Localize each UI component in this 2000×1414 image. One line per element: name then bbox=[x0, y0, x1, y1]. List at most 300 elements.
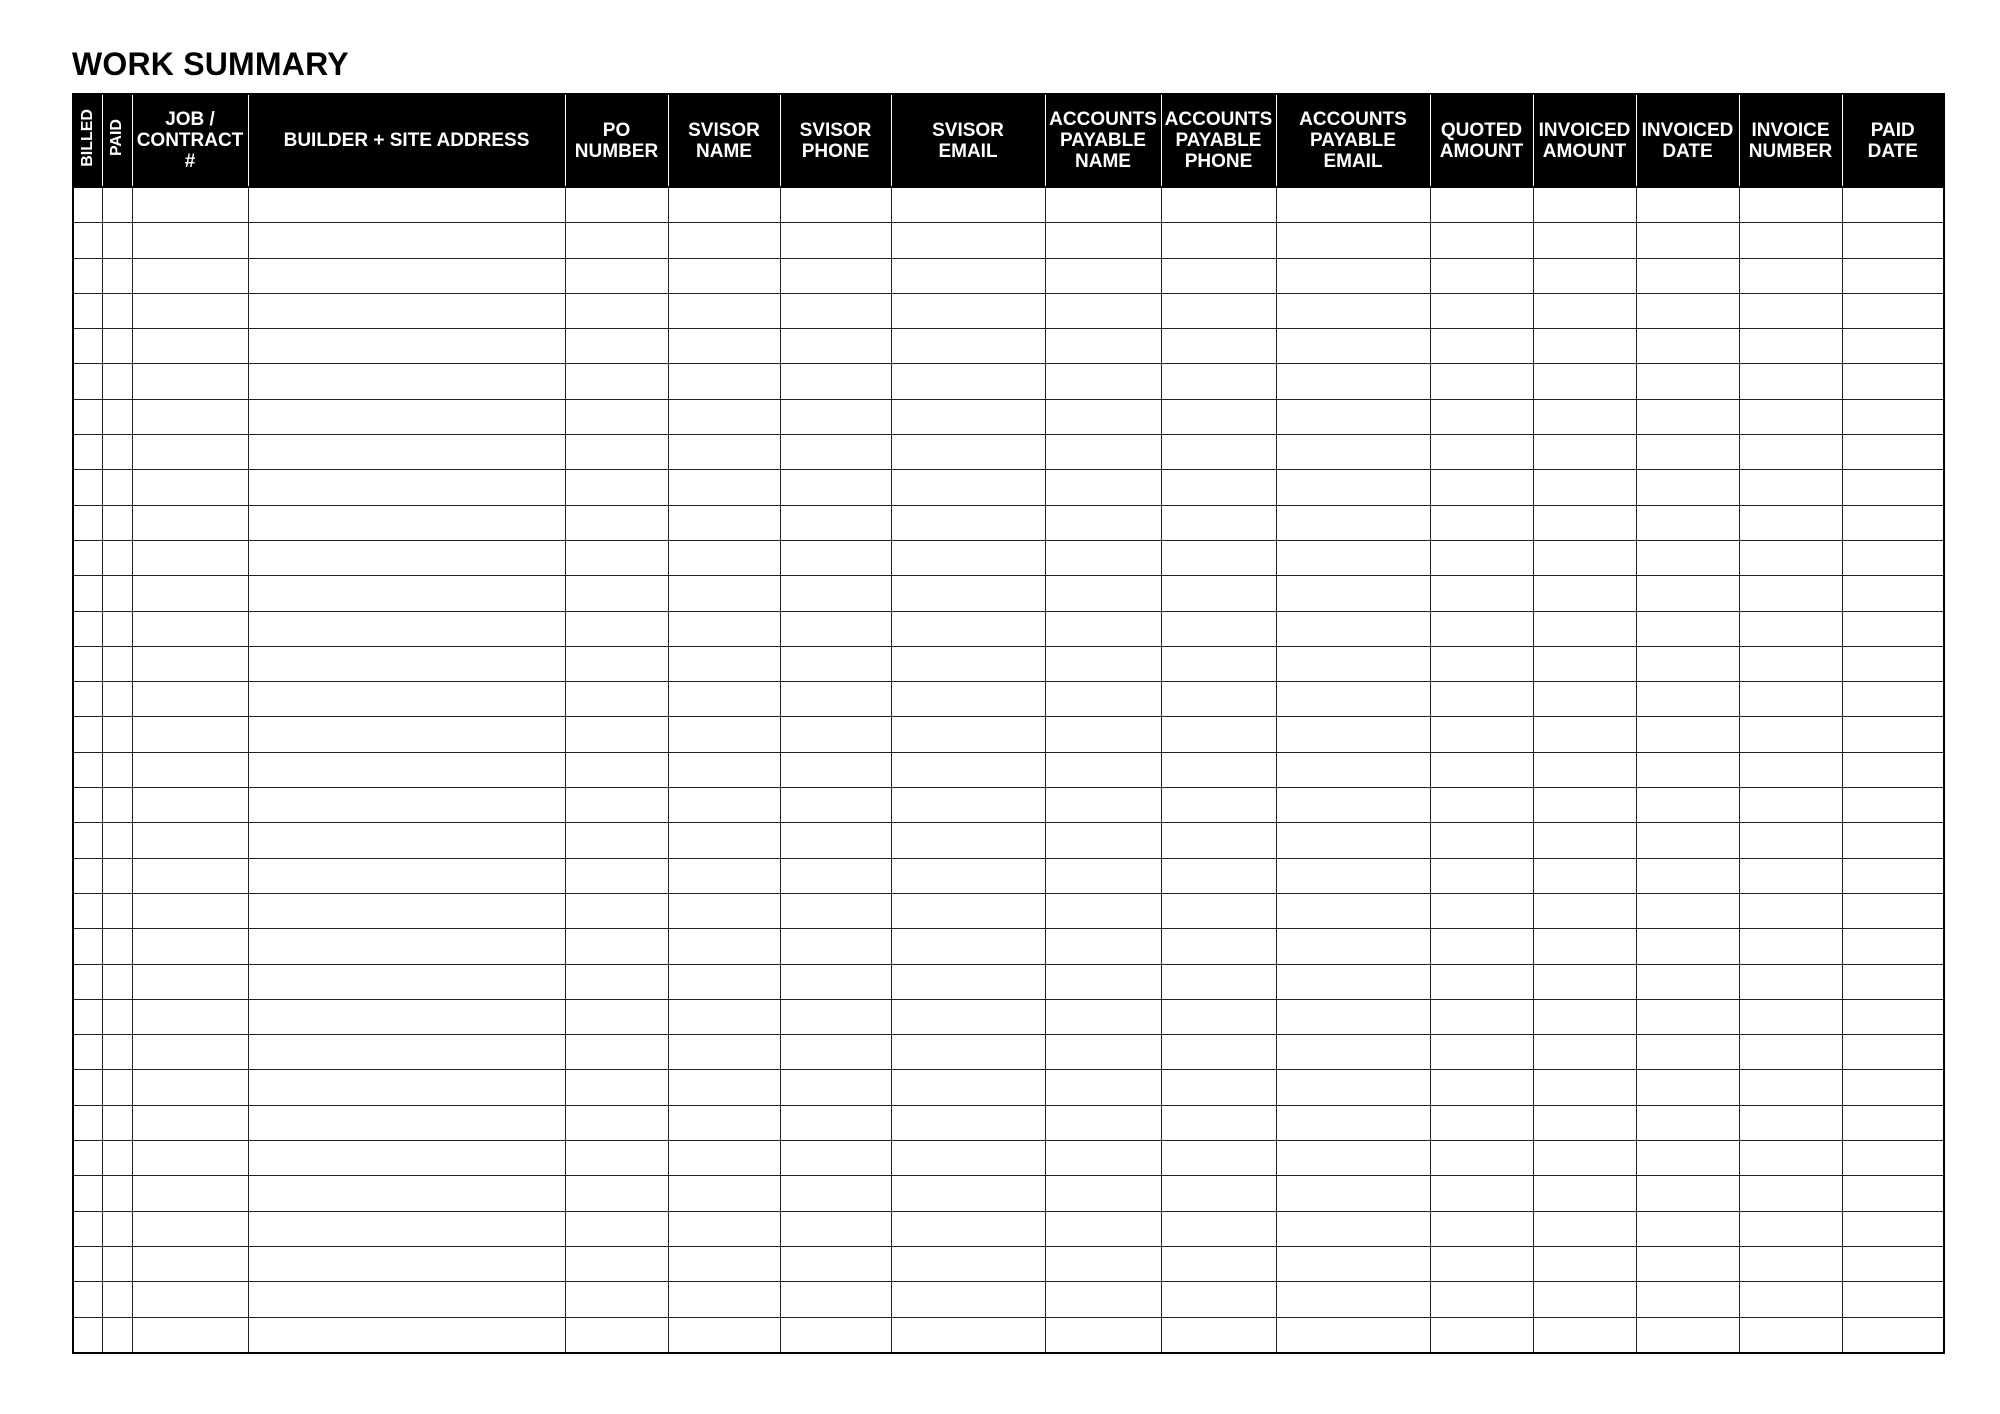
table-cell[interactable] bbox=[1636, 470, 1739, 505]
table-cell[interactable] bbox=[1430, 823, 1533, 858]
table-cell[interactable] bbox=[891, 1105, 1045, 1140]
table-cell[interactable] bbox=[1842, 929, 1944, 964]
table-cell[interactable] bbox=[132, 505, 248, 540]
table-cell[interactable] bbox=[1739, 929, 1842, 964]
table-cell[interactable] bbox=[248, 788, 565, 823]
table-cell[interactable] bbox=[891, 364, 1045, 399]
table-cell[interactable] bbox=[780, 258, 891, 293]
table-cell[interactable] bbox=[102, 1141, 132, 1176]
table-cell[interactable] bbox=[891, 505, 1045, 540]
table-cell[interactable] bbox=[1430, 929, 1533, 964]
table-cell[interactable] bbox=[1533, 399, 1636, 434]
table-cell[interactable] bbox=[1533, 187, 1636, 223]
table-cell[interactable] bbox=[1636, 1282, 1739, 1317]
table-cell[interactable] bbox=[132, 1105, 248, 1140]
table-cell[interactable] bbox=[565, 646, 668, 681]
table-cell[interactable] bbox=[891, 540, 1045, 575]
table-cell[interactable] bbox=[1842, 1317, 1944, 1353]
table-cell[interactable] bbox=[891, 258, 1045, 293]
table-cell[interactable] bbox=[1276, 964, 1430, 999]
table-cell[interactable] bbox=[1533, 1317, 1636, 1353]
table-cell[interactable] bbox=[1276, 435, 1430, 470]
table-cell[interactable] bbox=[73, 293, 102, 328]
table-cell[interactable] bbox=[780, 187, 891, 223]
table-cell[interactable] bbox=[73, 858, 102, 893]
table-cell[interactable] bbox=[248, 1176, 565, 1211]
table-cell[interactable] bbox=[1739, 1211, 1842, 1246]
table-cell[interactable] bbox=[565, 505, 668, 540]
table-cell[interactable] bbox=[102, 1317, 132, 1353]
table-cell[interactable] bbox=[565, 258, 668, 293]
table-cell[interactable] bbox=[1045, 893, 1161, 928]
table-cell[interactable] bbox=[1739, 1282, 1842, 1317]
table-cell[interactable] bbox=[891, 752, 1045, 787]
table-cell[interactable] bbox=[1430, 505, 1533, 540]
table-cell[interactable] bbox=[565, 1317, 668, 1353]
table-cell[interactable] bbox=[1430, 258, 1533, 293]
table-cell[interactable] bbox=[891, 999, 1045, 1034]
table-cell[interactable] bbox=[668, 752, 780, 787]
table-cell[interactable] bbox=[248, 929, 565, 964]
table-cell[interactable] bbox=[1533, 1070, 1636, 1105]
table-cell[interactable] bbox=[1636, 540, 1739, 575]
table-cell[interactable] bbox=[132, 823, 248, 858]
table-cell[interactable] bbox=[1430, 788, 1533, 823]
table-cell[interactable] bbox=[73, 1282, 102, 1317]
table-cell[interactable] bbox=[1842, 752, 1944, 787]
table-cell[interactable] bbox=[1842, 1070, 1944, 1105]
table-cell[interactable] bbox=[780, 576, 891, 611]
table-cell[interactable] bbox=[1842, 1141, 1944, 1176]
table-cell[interactable] bbox=[668, 364, 780, 399]
table-cell[interactable] bbox=[102, 576, 132, 611]
table-cell[interactable] bbox=[1842, 646, 1944, 681]
table-cell[interactable] bbox=[1276, 187, 1430, 223]
table-cell[interactable] bbox=[668, 611, 780, 646]
table-cell[interactable] bbox=[102, 329, 132, 364]
table-cell[interactable] bbox=[668, 964, 780, 999]
table-cell[interactable] bbox=[132, 540, 248, 575]
table-cell[interactable] bbox=[565, 1176, 668, 1211]
table-cell[interactable] bbox=[1045, 223, 1161, 258]
table-cell[interactable] bbox=[1045, 717, 1161, 752]
table-cell[interactable] bbox=[1842, 399, 1944, 434]
table-cell[interactable] bbox=[1045, 187, 1161, 223]
table-cell[interactable] bbox=[1636, 858, 1739, 893]
table-cell[interactable] bbox=[780, 329, 891, 364]
table-cell[interactable] bbox=[1276, 752, 1430, 787]
table-cell[interactable] bbox=[73, 717, 102, 752]
table-cell[interactable] bbox=[1739, 1141, 1842, 1176]
table-cell[interactable] bbox=[1636, 187, 1739, 223]
table-cell[interactable] bbox=[565, 576, 668, 611]
table-cell[interactable] bbox=[1161, 1070, 1276, 1105]
table-cell[interactable] bbox=[668, 223, 780, 258]
table-cell[interactable] bbox=[1161, 1317, 1276, 1353]
table-cell[interactable] bbox=[102, 929, 132, 964]
table-cell[interactable] bbox=[102, 1105, 132, 1140]
table-cell[interactable] bbox=[891, 1317, 1045, 1353]
table-cell[interactable] bbox=[248, 964, 565, 999]
table-cell[interactable] bbox=[1842, 1246, 1944, 1281]
table-cell[interactable] bbox=[1045, 1105, 1161, 1140]
table-cell[interactable] bbox=[1276, 1246, 1430, 1281]
table-cell[interactable] bbox=[132, 1070, 248, 1105]
table-cell[interactable] bbox=[132, 1317, 248, 1353]
table-cell[interactable] bbox=[102, 187, 132, 223]
table-cell[interactable] bbox=[668, 435, 780, 470]
table-cell[interactable] bbox=[1276, 1070, 1430, 1105]
table-cell[interactable] bbox=[1430, 1035, 1533, 1070]
table-cell[interactable] bbox=[132, 576, 248, 611]
table-cell[interactable] bbox=[668, 1211, 780, 1246]
table-cell[interactable] bbox=[668, 858, 780, 893]
table-cell[interactable] bbox=[102, 1035, 132, 1070]
table-cell[interactable] bbox=[1430, 1105, 1533, 1140]
table-cell[interactable] bbox=[248, 187, 565, 223]
table-cell[interactable] bbox=[1533, 1176, 1636, 1211]
table-cell[interactable] bbox=[1842, 858, 1944, 893]
table-cell[interactable] bbox=[1430, 470, 1533, 505]
table-cell[interactable] bbox=[1276, 364, 1430, 399]
table-cell[interactable] bbox=[73, 611, 102, 646]
table-cell[interactable] bbox=[1161, 258, 1276, 293]
table-cell[interactable] bbox=[1430, 576, 1533, 611]
table-cell[interactable] bbox=[1636, 1105, 1739, 1140]
table-cell[interactable] bbox=[1739, 858, 1842, 893]
table-cell[interactable] bbox=[248, 470, 565, 505]
table-cell[interactable] bbox=[891, 611, 1045, 646]
table-cell[interactable] bbox=[1430, 858, 1533, 893]
table-cell[interactable] bbox=[1045, 999, 1161, 1034]
table-cell[interactable] bbox=[1430, 1246, 1533, 1281]
table-cell[interactable] bbox=[1739, 576, 1842, 611]
table-cell[interactable] bbox=[102, 717, 132, 752]
table-cell[interactable] bbox=[1045, 329, 1161, 364]
table-cell[interactable] bbox=[891, 893, 1045, 928]
table-cell[interactable] bbox=[891, 223, 1045, 258]
table-cell[interactable] bbox=[1739, 1035, 1842, 1070]
table-cell[interactable] bbox=[668, 470, 780, 505]
table-cell[interactable] bbox=[1842, 788, 1944, 823]
table-cell[interactable] bbox=[668, 717, 780, 752]
table-cell[interactable] bbox=[1533, 964, 1636, 999]
table-cell[interactable] bbox=[1276, 576, 1430, 611]
table-cell[interactable] bbox=[1430, 435, 1533, 470]
table-cell[interactable] bbox=[1533, 717, 1636, 752]
table-cell[interactable] bbox=[132, 964, 248, 999]
table-cell[interactable] bbox=[1430, 540, 1533, 575]
table-cell[interactable] bbox=[73, 893, 102, 928]
table-cell[interactable] bbox=[1430, 682, 1533, 717]
table-cell[interactable] bbox=[1045, 364, 1161, 399]
table-cell[interactable] bbox=[1045, 258, 1161, 293]
table-cell[interactable] bbox=[1739, 1176, 1842, 1211]
table-cell[interactable] bbox=[780, 293, 891, 328]
table-cell[interactable] bbox=[73, 364, 102, 399]
table-cell[interactable] bbox=[780, 611, 891, 646]
table-cell[interactable] bbox=[1161, 470, 1276, 505]
table-cell[interactable] bbox=[1161, 1246, 1276, 1281]
table-cell[interactable] bbox=[1739, 223, 1842, 258]
table-cell[interactable] bbox=[1430, 893, 1533, 928]
table-cell[interactable] bbox=[132, 470, 248, 505]
table-cell[interactable] bbox=[891, 929, 1045, 964]
table-cell[interactable] bbox=[1636, 929, 1739, 964]
table-cell[interactable] bbox=[1739, 187, 1842, 223]
table-cell[interactable] bbox=[1045, 788, 1161, 823]
table-cell[interactable] bbox=[1636, 1246, 1739, 1281]
table-cell[interactable] bbox=[248, 823, 565, 858]
table-cell[interactable] bbox=[1276, 611, 1430, 646]
table-cell[interactable] bbox=[1636, 435, 1739, 470]
table-cell[interactable] bbox=[248, 1282, 565, 1317]
table-cell[interactable] bbox=[1045, 964, 1161, 999]
table-cell[interactable] bbox=[565, 293, 668, 328]
table-cell[interactable] bbox=[1533, 223, 1636, 258]
table-cell[interactable] bbox=[1842, 435, 1944, 470]
table-cell[interactable] bbox=[1161, 717, 1276, 752]
table-cell[interactable] bbox=[1161, 964, 1276, 999]
table-cell[interactable] bbox=[1161, 788, 1276, 823]
table-cell[interactable] bbox=[1533, 752, 1636, 787]
table-cell[interactable] bbox=[73, 1176, 102, 1211]
table-cell[interactable] bbox=[1045, 929, 1161, 964]
table-cell[interactable] bbox=[73, 1105, 102, 1140]
table-cell[interactable] bbox=[668, 329, 780, 364]
table-cell[interactable] bbox=[565, 1246, 668, 1281]
table-cell[interactable] bbox=[565, 929, 668, 964]
table-cell[interactable] bbox=[780, 399, 891, 434]
table-cell[interactable] bbox=[248, 646, 565, 681]
table-cell[interactable] bbox=[1739, 893, 1842, 928]
table-cell[interactable] bbox=[1276, 929, 1430, 964]
table-cell[interactable] bbox=[1276, 505, 1430, 540]
table-cell[interactable] bbox=[1533, 540, 1636, 575]
table-cell[interactable] bbox=[780, 223, 891, 258]
table-cell[interactable] bbox=[1045, 576, 1161, 611]
table-cell[interactable] bbox=[1430, 611, 1533, 646]
table-cell[interactable] bbox=[1276, 999, 1430, 1034]
table-cell[interactable] bbox=[780, 505, 891, 540]
table-cell[interactable] bbox=[1842, 893, 1944, 928]
table-cell[interactable] bbox=[1045, 293, 1161, 328]
table-cell[interactable] bbox=[1430, 646, 1533, 681]
table-cell[interactable] bbox=[1842, 505, 1944, 540]
table-cell[interactable] bbox=[102, 223, 132, 258]
table-cell[interactable] bbox=[1739, 823, 1842, 858]
table-cell[interactable] bbox=[1739, 399, 1842, 434]
table-cell[interactable] bbox=[248, 293, 565, 328]
table-cell[interactable] bbox=[1636, 364, 1739, 399]
table-cell[interactable] bbox=[1739, 540, 1842, 575]
table-cell[interactable] bbox=[1276, 293, 1430, 328]
table-cell[interactable] bbox=[1430, 187, 1533, 223]
table-cell[interactable] bbox=[132, 1141, 248, 1176]
table-cell[interactable] bbox=[565, 964, 668, 999]
table-cell[interactable] bbox=[1276, 540, 1430, 575]
table-cell[interactable] bbox=[1842, 1105, 1944, 1140]
table-cell[interactable] bbox=[1276, 823, 1430, 858]
table-cell[interactable] bbox=[780, 1070, 891, 1105]
table-cell[interactable] bbox=[565, 893, 668, 928]
table-cell[interactable] bbox=[132, 646, 248, 681]
table-cell[interactable] bbox=[1533, 1105, 1636, 1140]
table-cell[interactable] bbox=[73, 752, 102, 787]
table-cell[interactable] bbox=[1739, 435, 1842, 470]
table-cell[interactable] bbox=[1739, 717, 1842, 752]
table-cell[interactable] bbox=[1161, 399, 1276, 434]
table-cell[interactable] bbox=[780, 435, 891, 470]
table-cell[interactable] bbox=[1533, 576, 1636, 611]
table-cell[interactable] bbox=[132, 435, 248, 470]
table-cell[interactable] bbox=[780, 364, 891, 399]
table-cell[interactable] bbox=[1636, 823, 1739, 858]
table-cell[interactable] bbox=[1842, 364, 1944, 399]
table-cell[interactable] bbox=[1636, 576, 1739, 611]
table-cell[interactable] bbox=[1636, 1176, 1739, 1211]
table-cell[interactable] bbox=[668, 540, 780, 575]
table-cell[interactable] bbox=[73, 329, 102, 364]
table-cell[interactable] bbox=[248, 1211, 565, 1246]
table-cell[interactable] bbox=[248, 505, 565, 540]
table-cell[interactable] bbox=[1045, 1211, 1161, 1246]
table-cell[interactable] bbox=[565, 470, 668, 505]
table-cell[interactable] bbox=[1045, 1317, 1161, 1353]
table-cell[interactable] bbox=[73, 964, 102, 999]
table-cell[interactable] bbox=[132, 1246, 248, 1281]
table-cell[interactable] bbox=[891, 1141, 1045, 1176]
table-cell[interactable] bbox=[132, 999, 248, 1034]
table-cell[interactable] bbox=[1842, 1176, 1944, 1211]
table-cell[interactable] bbox=[1533, 823, 1636, 858]
table-cell[interactable] bbox=[1430, 293, 1533, 328]
table-cell[interactable] bbox=[132, 187, 248, 223]
table-cell[interactable] bbox=[102, 752, 132, 787]
table-cell[interactable] bbox=[132, 788, 248, 823]
table-cell[interactable] bbox=[1533, 893, 1636, 928]
table-cell[interactable] bbox=[73, 788, 102, 823]
table-cell[interactable] bbox=[73, 1035, 102, 1070]
table-cell[interactable] bbox=[565, 1211, 668, 1246]
table-cell[interactable] bbox=[248, 1246, 565, 1281]
table-cell[interactable] bbox=[1636, 293, 1739, 328]
table-cell[interactable] bbox=[248, 717, 565, 752]
table-cell[interactable] bbox=[780, 964, 891, 999]
table-cell[interactable] bbox=[668, 1035, 780, 1070]
table-cell[interactable] bbox=[1636, 1070, 1739, 1105]
table-cell[interactable] bbox=[1739, 999, 1842, 1034]
table-cell[interactable] bbox=[1533, 293, 1636, 328]
table-cell[interactable] bbox=[1045, 682, 1161, 717]
table-cell[interactable] bbox=[1739, 1317, 1842, 1353]
table-cell[interactable] bbox=[891, 1211, 1045, 1246]
table-cell[interactable] bbox=[73, 1070, 102, 1105]
table-cell[interactable] bbox=[1636, 1211, 1739, 1246]
table-cell[interactable] bbox=[780, 752, 891, 787]
table-cell[interactable] bbox=[1276, 329, 1430, 364]
table-cell[interactable] bbox=[248, 682, 565, 717]
table-cell[interactable] bbox=[132, 1211, 248, 1246]
table-cell[interactable] bbox=[102, 893, 132, 928]
table-cell[interactable] bbox=[565, 999, 668, 1034]
table-cell[interactable] bbox=[565, 1141, 668, 1176]
table-cell[interactable] bbox=[1842, 329, 1944, 364]
table-cell[interactable] bbox=[248, 752, 565, 787]
table-cell[interactable] bbox=[565, 1282, 668, 1317]
table-cell[interactable] bbox=[1533, 611, 1636, 646]
table-cell[interactable] bbox=[565, 682, 668, 717]
table-cell[interactable] bbox=[1636, 964, 1739, 999]
table-cell[interactable] bbox=[132, 682, 248, 717]
table-cell[interactable] bbox=[1739, 364, 1842, 399]
table-cell[interactable] bbox=[891, 470, 1045, 505]
table-cell[interactable] bbox=[1045, 858, 1161, 893]
table-cell[interactable] bbox=[132, 223, 248, 258]
table-cell[interactable] bbox=[1045, 505, 1161, 540]
table-cell[interactable] bbox=[102, 858, 132, 893]
table-cell[interactable] bbox=[102, 682, 132, 717]
table-cell[interactable] bbox=[1842, 717, 1944, 752]
table-cell[interactable] bbox=[1430, 223, 1533, 258]
table-cell[interactable] bbox=[668, 293, 780, 328]
table-cell[interactable] bbox=[1276, 646, 1430, 681]
table-cell[interactable] bbox=[1045, 1035, 1161, 1070]
table-cell[interactable] bbox=[1276, 1282, 1430, 1317]
table-cell[interactable] bbox=[1533, 929, 1636, 964]
table-cell[interactable] bbox=[73, 929, 102, 964]
table-cell[interactable] bbox=[565, 1070, 668, 1105]
table-cell[interactable] bbox=[1045, 823, 1161, 858]
table-cell[interactable] bbox=[248, 893, 565, 928]
table-cell[interactable] bbox=[1045, 1246, 1161, 1281]
table-cell[interactable] bbox=[1161, 646, 1276, 681]
table-cell[interactable] bbox=[1636, 611, 1739, 646]
table-cell[interactable] bbox=[1161, 187, 1276, 223]
table-cell[interactable] bbox=[132, 858, 248, 893]
table-cell[interactable] bbox=[780, 1211, 891, 1246]
table-cell[interactable] bbox=[1739, 293, 1842, 328]
table-cell[interactable] bbox=[668, 505, 780, 540]
table-cell[interactable] bbox=[1842, 576, 1944, 611]
table-cell[interactable] bbox=[1636, 717, 1739, 752]
table-cell[interactable] bbox=[780, 1141, 891, 1176]
table-cell[interactable] bbox=[73, 1246, 102, 1281]
table-cell[interactable] bbox=[102, 364, 132, 399]
table-cell[interactable] bbox=[1636, 788, 1739, 823]
table-cell[interactable] bbox=[1276, 258, 1430, 293]
table-cell[interactable] bbox=[780, 788, 891, 823]
table-cell[interactable] bbox=[780, 717, 891, 752]
table-cell[interactable] bbox=[132, 1176, 248, 1211]
table-cell[interactable] bbox=[668, 1246, 780, 1281]
table-cell[interactable] bbox=[1161, 823, 1276, 858]
table-cell[interactable] bbox=[1533, 258, 1636, 293]
table-cell[interactable] bbox=[1636, 1141, 1739, 1176]
table-cell[interactable] bbox=[565, 717, 668, 752]
table-cell[interactable] bbox=[780, 1246, 891, 1281]
table-cell[interactable] bbox=[780, 540, 891, 575]
table-cell[interactable] bbox=[1045, 646, 1161, 681]
table-cell[interactable] bbox=[1842, 187, 1944, 223]
table-cell[interactable] bbox=[1161, 752, 1276, 787]
table-cell[interactable] bbox=[891, 788, 1045, 823]
table-cell[interactable] bbox=[1533, 1246, 1636, 1281]
table-cell[interactable] bbox=[1430, 964, 1533, 999]
table-cell[interactable] bbox=[891, 1246, 1045, 1281]
table-cell[interactable] bbox=[780, 929, 891, 964]
table-cell[interactable] bbox=[1045, 399, 1161, 434]
